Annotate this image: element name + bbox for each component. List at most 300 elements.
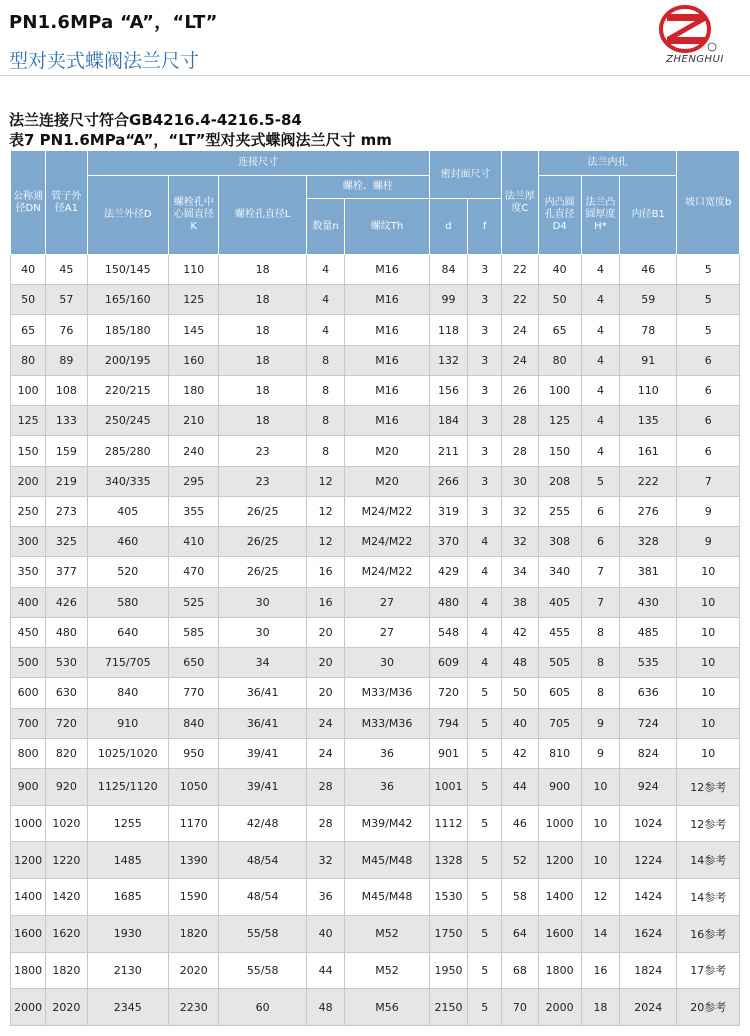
- table-cell: 266: [429, 466, 467, 496]
- table-cell: 1624: [620, 915, 677, 952]
- table-row: [11, 466, 740, 496]
- table-cell: 1200: [538, 842, 581, 879]
- table-row: [11, 952, 740, 989]
- table-cell: 715/705: [87, 648, 169, 678]
- col-header-d4: 内凸圆孔直径D4: [538, 176, 581, 255]
- table-cell: 920: [46, 768, 87, 805]
- table-cell: 18: [219, 315, 307, 345]
- table-cell: 99: [429, 285, 467, 315]
- table-cell: 5: [468, 678, 502, 708]
- zhenghui-logo-icon: [655, 4, 735, 54]
- table-cell: 39/41: [219, 738, 307, 768]
- col-header-h: 法兰凸圆厚度H*: [581, 176, 619, 255]
- table-cell: 1112: [429, 805, 467, 842]
- table-cell: 1220: [46, 842, 87, 879]
- table-cell: 42/48: [219, 805, 307, 842]
- table-cell: 1255: [87, 805, 169, 842]
- table-cell: 426: [46, 587, 87, 617]
- table-cell: 40: [502, 708, 538, 738]
- table-cell: 60: [219, 989, 307, 1026]
- table-cell: 16: [306, 587, 344, 617]
- table-body: [11, 255, 740, 1026]
- table-cell: 22: [502, 285, 538, 315]
- table-cell: 5: [677, 255, 740, 285]
- table-cell: 340: [538, 557, 581, 587]
- col-header-c: 法兰厚度C: [502, 151, 538, 255]
- table-cell: 3: [468, 496, 502, 526]
- table-cell: 794: [429, 708, 467, 738]
- table-cell: 156: [429, 375, 467, 405]
- table-cell: 10: [677, 648, 740, 678]
- table-cell: 135: [620, 406, 677, 436]
- table-cell: 1170: [169, 805, 219, 842]
- flange-dimension-table: [10, 150, 740, 1026]
- table-row: [11, 587, 740, 617]
- table-cell: 3: [468, 375, 502, 405]
- table-cell: 7: [677, 466, 740, 496]
- table-cell: 8: [581, 678, 619, 708]
- table-cell: M24/M22: [345, 557, 430, 587]
- table-cell: 4: [468, 648, 502, 678]
- table-cell: 910: [87, 708, 169, 738]
- page-subtitle: 型对夹式蝶阀法兰尺寸: [9, 50, 200, 72]
- table-cell: M33/M36: [345, 708, 430, 738]
- table-cell: 1820: [46, 952, 87, 989]
- table-cell: 1820: [169, 915, 219, 952]
- table-cell: 4: [306, 255, 344, 285]
- table-cell: 1125/1120: [87, 768, 169, 805]
- table-cell: 924: [620, 768, 677, 805]
- table-cell: 1485: [87, 842, 169, 879]
- table-cell: 27: [345, 617, 430, 647]
- table-cell: 636: [620, 678, 677, 708]
- col-header-a1: 管子外径A1: [46, 151, 87, 255]
- table-cell: 219: [46, 466, 87, 496]
- table-cell: 950: [169, 738, 219, 768]
- table-cell: 14参考: [677, 879, 740, 916]
- table-cell: 24: [502, 315, 538, 345]
- table-cell: 295: [169, 466, 219, 496]
- col-header-seal-f: f: [468, 199, 502, 255]
- table-cell: 4: [468, 617, 502, 647]
- table-cell: 720: [46, 708, 87, 738]
- table-cell: 824: [620, 738, 677, 768]
- table-cell: 12: [581, 879, 619, 916]
- table-cell: 46: [502, 805, 538, 842]
- table-cell: 26/25: [219, 557, 307, 587]
- table-cell: 724: [620, 708, 677, 738]
- table-cell: 480: [46, 617, 87, 647]
- table-cell: 10: [677, 587, 740, 617]
- table-cell: 10: [677, 708, 740, 738]
- table-cell: 530: [46, 648, 87, 678]
- table-cell: 405: [538, 587, 581, 617]
- table-cell: 32: [502, 496, 538, 526]
- table-cell: 28: [502, 436, 538, 466]
- table-cell: 2020: [169, 952, 219, 989]
- table-cell: 350: [11, 557, 46, 587]
- table-cell: 10: [581, 842, 619, 879]
- table-cell: 10: [677, 557, 740, 587]
- table-cell: 200/195: [87, 345, 169, 375]
- table-row: [11, 678, 740, 708]
- table-cell: 1420: [46, 879, 87, 916]
- table-cell: 429: [429, 557, 467, 587]
- table-cell: 10: [677, 617, 740, 647]
- table-cell: 16参考: [677, 915, 740, 952]
- table-cell: 4: [468, 557, 502, 587]
- col-group-bolt: 螺栓、螺柱: [306, 176, 429, 199]
- table-cell: 24: [502, 345, 538, 375]
- table-cell: 40: [11, 255, 46, 285]
- table-cell: 450: [11, 617, 46, 647]
- table-row: [11, 989, 740, 1026]
- col-header-l: 螺栓孔直径L: [219, 176, 307, 255]
- standard-note: 法兰连接尺寸符合GB4216.4-4216.5-84: [9, 111, 302, 129]
- table-cell: 18: [219, 375, 307, 405]
- table-cell: 12: [306, 466, 344, 496]
- table-cell: 10: [581, 805, 619, 842]
- table-cell: 250: [11, 496, 46, 526]
- table-cell: 18: [219, 406, 307, 436]
- table-cell: 273: [46, 496, 87, 526]
- table-cell: 22: [502, 255, 538, 285]
- table-cell: 160: [169, 345, 219, 375]
- table-cell: 770: [169, 678, 219, 708]
- col-group-inner: 法兰内孔: [538, 151, 677, 176]
- table-cell: 150: [11, 436, 46, 466]
- table-cell: 65: [11, 315, 46, 345]
- table-row: [11, 255, 740, 285]
- table-title: 表7 PN1.6MPa“A”，“LT”型对夹式蝶阀法兰尺寸 mm: [9, 131, 392, 149]
- table-cell: 68: [502, 952, 538, 989]
- table-cell: 6: [677, 436, 740, 466]
- table-cell: M45/M48: [345, 879, 430, 916]
- table-cell: 4: [306, 285, 344, 315]
- table-cell: 58: [502, 879, 538, 916]
- table-cell: 1000: [538, 805, 581, 842]
- table-cell: 4: [306, 315, 344, 345]
- table-cell: 5: [468, 989, 502, 1026]
- table-cell: 91: [620, 345, 677, 375]
- table-row: [11, 527, 740, 557]
- table-cell: 525: [169, 587, 219, 617]
- table-cell: 8: [581, 617, 619, 647]
- table-cell: 455: [538, 617, 581, 647]
- table-cell: 14参考: [677, 842, 740, 879]
- table-row: [11, 436, 740, 466]
- table-cell: 276: [620, 496, 677, 526]
- table-cell: 32: [306, 842, 344, 879]
- table-cell: 355: [169, 496, 219, 526]
- table-cell: 30: [502, 466, 538, 496]
- table-cell: 1620: [46, 915, 87, 952]
- table-cell: 1020: [46, 805, 87, 842]
- table-cell: 211: [429, 436, 467, 466]
- table-cell: 76: [46, 315, 87, 345]
- table-cell: 6: [581, 527, 619, 557]
- table-cell: M45/M48: [345, 842, 430, 879]
- table-cell: 10: [677, 738, 740, 768]
- table-cell: 28: [306, 768, 344, 805]
- table-row: [11, 557, 740, 587]
- table-cell: 48: [502, 648, 538, 678]
- table-cell: 132: [429, 345, 467, 375]
- table-cell: 36: [345, 738, 430, 768]
- table-cell: 901: [429, 738, 467, 768]
- table-cell: 2130: [87, 952, 169, 989]
- table-cell: 548: [429, 617, 467, 647]
- table-cell: 4: [468, 587, 502, 617]
- table-cell: 45: [46, 255, 87, 285]
- table-cell: 7: [581, 587, 619, 617]
- table-cell: 6: [677, 345, 740, 375]
- table-cell: 36: [306, 879, 344, 916]
- table-cell: 700: [11, 708, 46, 738]
- table-cell: 6: [581, 496, 619, 526]
- table-cell: M20: [345, 436, 430, 466]
- table-cell: M16: [345, 315, 430, 345]
- table-cell: 470: [169, 557, 219, 587]
- table-cell: 1400: [11, 879, 46, 916]
- table-cell: 44: [306, 952, 344, 989]
- table-cell: 44: [502, 768, 538, 805]
- table-cell: 10: [581, 768, 619, 805]
- table-cell: 609: [429, 648, 467, 678]
- table-cell: 4: [581, 315, 619, 345]
- table-cell: 23: [219, 466, 307, 496]
- table-cell: 12: [306, 496, 344, 526]
- table-cell: 585: [169, 617, 219, 647]
- table-cell: M56: [345, 989, 430, 1026]
- table-cell: 133: [46, 406, 87, 436]
- table-cell: 16: [306, 557, 344, 587]
- table-cell: 240: [169, 436, 219, 466]
- table-cell: 840: [169, 708, 219, 738]
- table-cell: 5: [468, 768, 502, 805]
- table-cell: 24: [306, 708, 344, 738]
- table-cell: 10: [677, 678, 740, 708]
- table-cell: 222: [620, 466, 677, 496]
- table-cell: 4: [581, 436, 619, 466]
- table-cell: 5: [468, 879, 502, 916]
- col-header-k: 螺栓孔中心圆直径K: [169, 176, 219, 255]
- table-cell: 1600: [11, 915, 46, 952]
- table-cell: 640: [87, 617, 169, 647]
- table-cell: 12参考: [677, 768, 740, 805]
- table-cell: 28: [502, 406, 538, 436]
- table-cell: 4: [581, 375, 619, 405]
- table-cell: 630: [46, 678, 87, 708]
- table-cell: 300: [11, 527, 46, 557]
- table-cell: 5: [468, 952, 502, 989]
- table-row: [11, 617, 740, 647]
- table-cell: 23: [219, 436, 307, 466]
- table-cell: 26/25: [219, 496, 307, 526]
- table-cell: M16: [345, 255, 430, 285]
- table-cell: 50: [11, 285, 46, 315]
- table-cell: 535: [620, 648, 677, 678]
- table-cell: 1224: [620, 842, 677, 879]
- table-cell: 5: [468, 842, 502, 879]
- table-cell: 308: [538, 527, 581, 557]
- table-row: [11, 738, 740, 768]
- table-cell: 4: [581, 285, 619, 315]
- table-cell: 5: [468, 915, 502, 952]
- table-cell: 108: [46, 375, 87, 405]
- table-cell: 1001: [429, 768, 467, 805]
- table-cell: 500: [11, 648, 46, 678]
- table-cell: M52: [345, 915, 430, 952]
- col-group-seal: 密封面尺寸: [429, 151, 501, 199]
- table-cell: 405: [87, 496, 169, 526]
- table-cell: 2230: [169, 989, 219, 1026]
- table-cell: 39/41: [219, 768, 307, 805]
- table-cell: 184: [429, 406, 467, 436]
- table-cell: 5: [468, 805, 502, 842]
- table-cell: M16: [345, 345, 430, 375]
- table-cell: 2000: [11, 989, 46, 1026]
- table-cell: 9: [581, 708, 619, 738]
- table-cell: 27: [345, 587, 430, 617]
- table-cell: 6: [677, 406, 740, 436]
- table-cell: 17参考: [677, 952, 740, 989]
- table-cell: 325: [46, 527, 87, 557]
- table-row: [11, 842, 740, 879]
- table-cell: 520: [87, 557, 169, 587]
- table-cell: 1800: [11, 952, 46, 989]
- table-cell: 36/41: [219, 678, 307, 708]
- table-cell: 20: [306, 617, 344, 647]
- table-cell: 1590: [169, 879, 219, 916]
- col-header-n: 数量n: [306, 199, 344, 255]
- table-cell: 118: [429, 315, 467, 345]
- table-cell: 1950: [429, 952, 467, 989]
- table-cell: 200: [11, 466, 46, 496]
- table-cell: 2345: [87, 989, 169, 1026]
- table-cell: 80: [538, 345, 581, 375]
- table-cell: 55/58: [219, 915, 307, 952]
- table-cell: 900: [538, 768, 581, 805]
- table-cell: 8: [581, 648, 619, 678]
- table-cell: 3: [468, 406, 502, 436]
- table-cell: 820: [46, 738, 87, 768]
- table-cell: 1400: [538, 879, 581, 916]
- table-cell: 145: [169, 315, 219, 345]
- table-cell: 159: [46, 436, 87, 466]
- table-cell: 319: [429, 496, 467, 526]
- table-cell: 34: [502, 557, 538, 587]
- table-row: [11, 879, 740, 916]
- table-cell: 150/145: [87, 255, 169, 285]
- col-header-d-outer: 法兰外径D: [87, 176, 169, 255]
- table-cell: 5: [581, 466, 619, 496]
- table-cell: 720: [429, 678, 467, 708]
- table-row: [11, 648, 740, 678]
- table-cell: 110: [620, 375, 677, 405]
- table-cell: 14: [581, 915, 619, 952]
- col-header-b: 坡口宽度b: [677, 151, 740, 255]
- table-cell: 4: [581, 255, 619, 285]
- table-cell: 34: [219, 648, 307, 678]
- table-cell: 48/54: [219, 842, 307, 879]
- table-cell: 250/245: [87, 406, 169, 436]
- table-cell: 3: [468, 285, 502, 315]
- table-cell: 20参考: [677, 989, 740, 1026]
- table-cell: 125: [169, 285, 219, 315]
- table-cell: 1530: [429, 879, 467, 916]
- table-cell: 1025/1020: [87, 738, 169, 768]
- table-cell: 55/58: [219, 952, 307, 989]
- table-cell: 3: [468, 466, 502, 496]
- table-cell: 220/215: [87, 375, 169, 405]
- table-cell: 1750: [429, 915, 467, 952]
- table-cell: 3: [468, 255, 502, 285]
- table-cell: 2000: [538, 989, 581, 1026]
- table-cell: 57: [46, 285, 87, 315]
- table-cell: 400: [11, 587, 46, 617]
- table-row: [11, 345, 740, 375]
- table-cell: 605: [538, 678, 581, 708]
- table-cell: 5: [468, 738, 502, 768]
- table-cell: 381: [620, 557, 677, 587]
- table-cell: 1000: [11, 805, 46, 842]
- table-row: [11, 768, 740, 805]
- table-cell: 1328: [429, 842, 467, 879]
- table-cell: 180: [169, 375, 219, 405]
- table-cell: 5: [677, 315, 740, 345]
- table-cell: 12参考: [677, 805, 740, 842]
- table-cell: 485: [620, 617, 677, 647]
- table-cell: 255: [538, 496, 581, 526]
- table-cell: 1930: [87, 915, 169, 952]
- table-cell: 1390: [169, 842, 219, 879]
- table-cell: 24: [306, 738, 344, 768]
- table-cell: 1600: [538, 915, 581, 952]
- table-cell: M24/M22: [345, 496, 430, 526]
- table-cell: 430: [620, 587, 677, 617]
- table-cell: 410: [169, 527, 219, 557]
- table-cell: 1200: [11, 842, 46, 879]
- table-cell: 460: [87, 527, 169, 557]
- table-cell: 30: [345, 648, 430, 678]
- table-cell: M39/M42: [345, 805, 430, 842]
- table-cell: 650: [169, 648, 219, 678]
- table-cell: M16: [345, 285, 430, 315]
- table-cell: 12: [306, 527, 344, 557]
- table-cell: M52: [345, 952, 430, 989]
- table-cell: 9: [677, 496, 740, 526]
- table-cell: 89: [46, 345, 87, 375]
- table-cell: 40: [306, 915, 344, 952]
- table-cell: 208: [538, 466, 581, 496]
- table-cell: 600: [11, 678, 46, 708]
- table-cell: 36/41: [219, 708, 307, 738]
- col-group-connection: 连接尺寸: [87, 151, 429, 176]
- table-cell: 580: [87, 587, 169, 617]
- table-cell: 2024: [620, 989, 677, 1026]
- table-cell: 18: [219, 285, 307, 315]
- table-cell: 150: [538, 436, 581, 466]
- table-cell: 2020: [46, 989, 87, 1026]
- table-cell: 65: [538, 315, 581, 345]
- table-cell: 26/25: [219, 527, 307, 557]
- table-cell: 5: [677, 285, 740, 315]
- table-cell: 30: [219, 587, 307, 617]
- table-cell: 80: [11, 345, 46, 375]
- table-cell: 5: [468, 708, 502, 738]
- table-cell: 8: [306, 375, 344, 405]
